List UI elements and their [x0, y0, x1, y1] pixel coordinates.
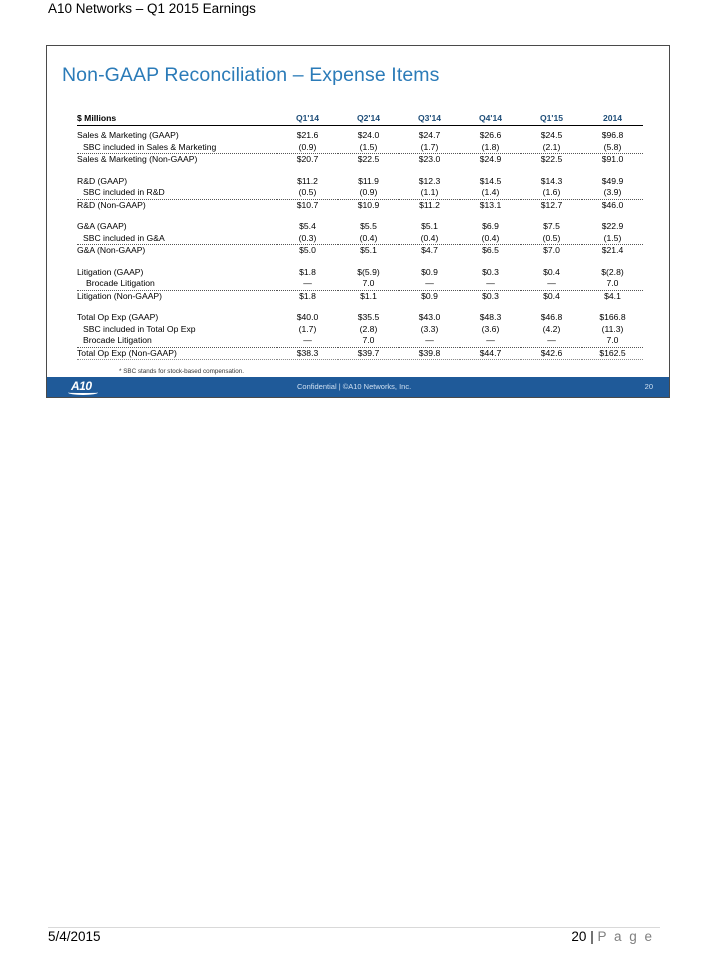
cell-value: —: [460, 278, 521, 290]
table-row: [77, 233, 643, 245]
cell-value: —: [399, 278, 460, 290]
cell-value: $11.2: [297, 175, 318, 186]
row-label: SBC included in Sales & Marketing: [77, 142, 277, 154]
cell-value: $46.0: [601, 199, 624, 210]
cell-value: $1.1: [360, 290, 377, 301]
cell-value: (11.3): [601, 323, 624, 334]
cell-value: $4.7: [421, 245, 438, 255]
cell-value: (1.7): [298, 323, 317, 334]
row-spacer: [77, 302, 643, 312]
cell-value: (3.3): [420, 323, 439, 334]
cell-value: $21.4: [601, 245, 624, 255]
row-label: Total Op Exp (Non-GAAP): [77, 347, 277, 360]
cell-value: $26.6: [479, 130, 502, 140]
cell-value: $1.8: [299, 290, 316, 301]
cell-value: $22.9: [601, 221, 624, 231]
cell-value: $12.3: [418, 175, 441, 186]
page-footer-divider: [48, 927, 660, 928]
cell-value: (2.8): [359, 323, 378, 334]
cell-value: $14.3: [540, 175, 563, 186]
cell-value: $44.7: [460, 347, 521, 360]
table-row: [77, 154, 643, 166]
confidential-notice: Confidential | ©A10 Networks, Inc.: [297, 382, 412, 391]
table-row: [77, 267, 643, 279]
reconciliation-table: [77, 110, 643, 360]
table-row: [77, 290, 643, 302]
cell-value: —: [277, 335, 338, 347]
cell-value: $21.6: [296, 130, 319, 140]
cell-value: $22.5: [357, 154, 380, 164]
table-row: [77, 278, 643, 290]
cell-value: $24.5: [540, 130, 563, 140]
table-header-row: [77, 110, 643, 126]
cell-value: (0.4): [460, 233, 521, 245]
cell-value: $5.5: [360, 221, 377, 231]
table-row: [77, 126, 643, 142]
slide-number: 20: [644, 382, 653, 391]
col-header-q2-14: Q2'14: [338, 110, 399, 126]
row-label: Total Op Exp (GAAP): [77, 312, 159, 322]
cell-value: (0.9): [277, 142, 338, 154]
cell-value: $23.0: [418, 154, 441, 164]
cell-value: (1.4): [460, 187, 521, 199]
cell-value: $0.3: [482, 266, 499, 277]
a10-logo: [71, 379, 92, 393]
cell-value: (4.2): [542, 323, 561, 334]
cell-value: $12.7: [540, 199, 563, 210]
cell-value: $24.7: [418, 130, 441, 140]
col-header-q4-14: Q4'14: [460, 110, 521, 126]
cell-value: $11.2: [419, 199, 440, 210]
table-row: [77, 335, 643, 347]
row-label: SBC included in G&A: [77, 233, 277, 245]
table-row: [77, 221, 643, 233]
cell-value: $42.6: [521, 347, 582, 360]
cell-value: $6.9: [482, 221, 499, 231]
page-word: P a g e: [597, 929, 654, 944]
col-header-millions: $ Millions: [77, 110, 277, 126]
cell-value: $0.4: [543, 266, 560, 277]
page-number-value: 20: [571, 929, 587, 944]
cell-value: $48.3: [479, 312, 502, 322]
cell-value: (0.4): [399, 233, 460, 245]
cell-value: $40.0: [296, 312, 319, 322]
cell-value: (5.8): [582, 142, 643, 154]
cell-value: $22.5: [540, 154, 563, 164]
cell-value: $49.9: [601, 175, 624, 186]
col-header-q1-15: Q1'15: [521, 110, 582, 126]
cell-value: (0.5): [521, 233, 582, 245]
row-label: SBC included in R&D: [77, 187, 277, 199]
row-label: Brocade Litigation: [77, 278, 277, 290]
cell-value: $(5.9): [357, 266, 380, 277]
col-header-q1-14: Q1'14: [277, 110, 338, 126]
cell-value: —: [460, 335, 521, 347]
slide: [46, 45, 670, 398]
cell-value: $13.1: [479, 199, 502, 210]
cell-value: $0.3: [482, 290, 499, 301]
table-row: [77, 347, 643, 360]
table-row: [77, 176, 643, 188]
cell-value: $38.3: [277, 347, 338, 360]
cell-value: —: [521, 335, 582, 347]
cell-value: $39.7: [338, 347, 399, 360]
cell-value: $46.8: [540, 312, 563, 322]
row-label: G&A (GAAP): [77, 221, 127, 231]
cell-value: (1.1): [399, 187, 460, 199]
cell-value: $10.9: [357, 199, 380, 210]
cell-value: $(2.8): [601, 266, 624, 277]
cell-value: (3.6): [481, 323, 500, 334]
row-spacer: [77, 211, 643, 221]
cell-value: $24.9: [479, 154, 502, 164]
row-label: Sales & Marketing (GAAP): [77, 130, 179, 140]
cell-value: —: [399, 335, 460, 347]
row-spacer: [77, 257, 643, 267]
cell-value: $0.9: [421, 266, 438, 277]
cell-value: $5.1: [360, 245, 377, 255]
row-spacer: [77, 166, 643, 176]
col-header-q3-14: Q3'14: [399, 110, 460, 126]
cell-value: $7.5: [543, 221, 560, 231]
row-label: R&D (GAAP): [77, 175, 128, 186]
cell-value: $1.8: [299, 266, 316, 277]
cell-value: $14.5: [479, 175, 502, 186]
cell-value: $0.9: [421, 290, 438, 301]
cell-value: (1.7): [399, 142, 460, 154]
cell-value: $4.1: [604, 290, 621, 301]
cell-value: (1.5): [582, 233, 643, 245]
page-number-separator: |: [586, 929, 598, 944]
row-label: R&D (Non-GAAP): [77, 199, 146, 210]
logo-swoosh-icon: [68, 390, 98, 395]
cell-value: 7.0: [582, 278, 643, 290]
col-header-2014: 2014: [582, 110, 643, 126]
cell-value: $96.8: [601, 130, 624, 140]
cell-value: $24.0: [357, 130, 380, 140]
row-label: Brocade Litigation: [77, 335, 277, 347]
cell-value: (0.4): [338, 233, 399, 245]
cell-value: $43.0: [418, 312, 441, 322]
page-header: A10 Networks – Q1 2015 Earnings: [48, 1, 256, 16]
cell-value: (3.9): [582, 187, 643, 199]
table-row: [77, 245, 643, 257]
table-row: [77, 199, 643, 211]
cell-value: (0.9): [338, 187, 399, 199]
cell-value: (1.6): [521, 187, 582, 199]
cell-value: 7.0: [338, 335, 399, 347]
cell-value: $5.4: [299, 221, 316, 231]
cell-value: 7.0: [582, 335, 643, 347]
cell-value: $5.1: [421, 221, 438, 231]
table-row: [77, 312, 643, 324]
table-row: [77, 324, 643, 336]
cell-value: $39.8: [399, 347, 460, 360]
cell-value: $35.5: [357, 312, 380, 322]
logo-text: A10: [71, 379, 92, 393]
page-date: 5/4/2015: [48, 929, 101, 944]
table-row: [77, 142, 643, 154]
row-label: Litigation (GAAP): [77, 266, 144, 277]
row-label: G&A (Non-GAAP): [77, 245, 146, 255]
cell-value: $11.9: [358, 175, 379, 186]
row-label: SBC included in Total Op Exp: [83, 323, 196, 334]
page-number: [571, 929, 654, 944]
footnote: * SBC stands for stock-based compensation.: [119, 368, 244, 375]
cell-value: (0.5): [277, 187, 338, 199]
row-label: Sales & Marketing (Non-GAAP): [77, 154, 198, 164]
cell-value: —: [277, 278, 338, 290]
slide-footer-bar: [47, 377, 669, 397]
cell-value: —: [521, 278, 582, 290]
cell-value: (1.8): [460, 142, 521, 154]
cell-value: $166.8: [599, 312, 626, 322]
cell-value: (2.1): [521, 142, 582, 154]
cell-value: (1.5): [338, 142, 399, 154]
cell-value: $7.0: [543, 245, 560, 255]
cell-value: 7.0: [338, 278, 399, 290]
cell-value: $6.5: [482, 245, 499, 255]
slide-title: Non-GAAP Reconciliation – Expense Items: [62, 64, 440, 86]
cell-value: $5.0: [299, 245, 316, 255]
table-row: [77, 187, 643, 199]
cell-value: $20.7: [296, 154, 319, 164]
cell-value: $91.0: [601, 154, 624, 164]
cell-value: (0.3): [277, 233, 338, 245]
cell-value: $0.4: [543, 290, 560, 301]
cell-value: $10.7: [296, 199, 319, 210]
row-label: Litigation (Non-GAAP): [77, 290, 163, 301]
cell-value: $162.5: [582, 347, 643, 360]
